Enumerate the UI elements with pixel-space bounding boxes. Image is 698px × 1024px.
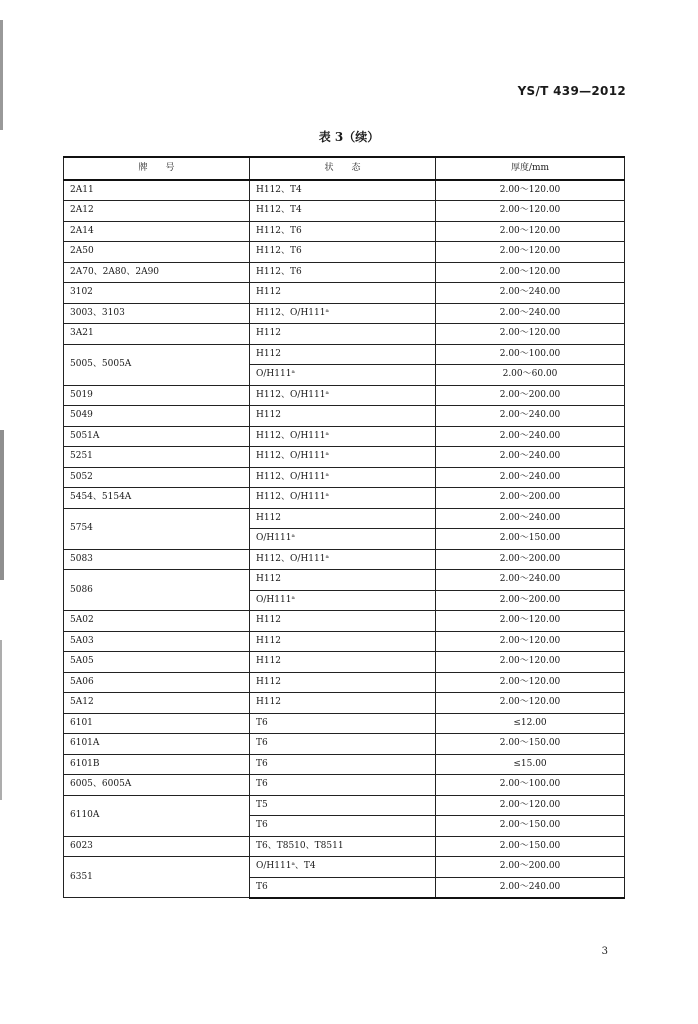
cell-grade: 6005、6005A bbox=[64, 775, 250, 796]
cell-thickness: 2.00～240.00 bbox=[436, 467, 625, 488]
table-row bbox=[64, 836, 625, 857]
scan-artifact bbox=[0, 430, 4, 580]
cell-thickness: 2.00～150.00 bbox=[436, 836, 625, 857]
table-row bbox=[64, 713, 625, 734]
table-row bbox=[64, 570, 625, 591]
cell-temper: H112 bbox=[250, 631, 436, 652]
cell-thickness: 2.00～200.00 bbox=[436, 549, 625, 570]
cell-grade: 2A70、2A80、2A90 bbox=[64, 262, 250, 283]
table-row bbox=[64, 631, 625, 652]
cell-grade: 5A06 bbox=[64, 672, 250, 693]
table-row bbox=[64, 611, 625, 632]
cell-temper: H112、O/H111ᵃ bbox=[250, 447, 436, 468]
cell-thickness: 2.00～120.00 bbox=[436, 324, 625, 345]
cell-grade: 6110A bbox=[64, 795, 250, 836]
table-row bbox=[64, 734, 625, 755]
table-row bbox=[64, 693, 625, 714]
table-row bbox=[64, 652, 625, 673]
cell-thickness: 2.00～150.00 bbox=[436, 529, 625, 550]
cell-grade: 6351 bbox=[64, 857, 250, 898]
cell-thickness: 2.00～120.00 bbox=[436, 242, 625, 263]
table-row bbox=[64, 447, 625, 468]
cell-temper: H112、T6 bbox=[250, 262, 436, 283]
cell-thickness: 2.00～120.00 bbox=[436, 201, 625, 222]
cell-thickness: 2.00～120.00 bbox=[436, 652, 625, 673]
cell-temper: O/H111ᵃ bbox=[250, 529, 436, 550]
cell-grade: 6023 bbox=[64, 836, 250, 857]
cell-thickness: 2.00～240.00 bbox=[436, 570, 625, 591]
table-row bbox=[64, 754, 625, 775]
standard-code: YS/T 439—2012 bbox=[517, 84, 626, 98]
cell-grade: 5083 bbox=[64, 549, 250, 570]
cell-thickness: 2.00～120.00 bbox=[436, 631, 625, 652]
cell-thickness: ≤12.00 bbox=[436, 713, 625, 734]
cell-thickness: 2.00～120.00 bbox=[436, 180, 625, 201]
cell-temper: O/H111ᵃ bbox=[250, 365, 436, 386]
column-header-temper: 状 态 bbox=[250, 157, 436, 180]
cell-grade: 2A12 bbox=[64, 201, 250, 222]
table-row bbox=[64, 344, 625, 365]
cell-thickness: 2.00～200.00 bbox=[436, 857, 625, 878]
cell-thickness: 2.00～240.00 bbox=[436, 406, 625, 427]
cell-temper: H112、O/H111ᵃ bbox=[250, 549, 436, 570]
cell-grade: 5A12 bbox=[64, 693, 250, 714]
cell-temper: H112 bbox=[250, 672, 436, 693]
cell-temper: H112 bbox=[250, 570, 436, 591]
cell-temper: H112、O/H111ᵃ bbox=[250, 385, 436, 406]
cell-thickness: 2.00～120.00 bbox=[436, 262, 625, 283]
column-header-thickness: 厚度/mm bbox=[436, 157, 625, 180]
cell-thickness: 2.00～240.00 bbox=[436, 283, 625, 304]
table-row bbox=[64, 385, 625, 406]
table-row bbox=[64, 488, 625, 509]
alloy-spec-table bbox=[63, 156, 625, 899]
cell-temper: H112 bbox=[250, 283, 436, 304]
table-header-row bbox=[64, 157, 625, 180]
cell-temper: H112、O/H111ᵃ bbox=[250, 467, 436, 488]
cell-thickness: 2.00～100.00 bbox=[436, 344, 625, 365]
table-row bbox=[64, 672, 625, 693]
table-row bbox=[64, 283, 625, 304]
cell-grade: 2A50 bbox=[64, 242, 250, 263]
cell-thickness: 2.00～60.00 bbox=[436, 365, 625, 386]
cell-temper: H112 bbox=[250, 693, 436, 714]
cell-grade: 5A03 bbox=[64, 631, 250, 652]
cell-grade: 5051A bbox=[64, 426, 250, 447]
cell-grade: 5086 bbox=[64, 570, 250, 611]
table-row bbox=[64, 549, 625, 570]
cell-temper: T6 bbox=[250, 816, 436, 837]
cell-thickness: 2.00～240.00 bbox=[436, 508, 625, 529]
cell-temper: T6 bbox=[250, 877, 436, 898]
cell-temper: T6、T8510、T8511 bbox=[250, 836, 436, 857]
table-row bbox=[64, 426, 625, 447]
cell-thickness: 2.00～200.00 bbox=[436, 590, 625, 611]
cell-temper: H112 bbox=[250, 344, 436, 365]
cell-temper: H112、T6 bbox=[250, 242, 436, 263]
table-row bbox=[64, 467, 625, 488]
page-number: 3 bbox=[601, 946, 608, 957]
cell-grade: 5A02 bbox=[64, 611, 250, 632]
cell-grade: 5052 bbox=[64, 467, 250, 488]
cell-temper: H112、O/H111ᵃ bbox=[250, 488, 436, 509]
cell-temper: H112 bbox=[250, 611, 436, 632]
cell-temper: T6 bbox=[250, 713, 436, 734]
cell-temper: T6 bbox=[250, 754, 436, 775]
cell-temper: H112 bbox=[250, 406, 436, 427]
table-row bbox=[64, 324, 625, 345]
cell-thickness: 2.00～150.00 bbox=[436, 816, 625, 837]
cell-grade: 6101 bbox=[64, 713, 250, 734]
cell-thickness: 2.00～240.00 bbox=[436, 303, 625, 324]
cell-grade: 5A05 bbox=[64, 652, 250, 673]
cell-thickness: 2.00～240.00 bbox=[436, 426, 625, 447]
cell-temper: H112 bbox=[250, 508, 436, 529]
cell-grade: 6101A bbox=[64, 734, 250, 755]
cell-temper: H112、T6 bbox=[250, 221, 436, 242]
cell-grade: 3A21 bbox=[64, 324, 250, 345]
cell-grade: 2A11 bbox=[64, 180, 250, 201]
cell-temper: H112、T4 bbox=[250, 201, 436, 222]
cell-thickness: 2.00～240.00 bbox=[436, 447, 625, 468]
cell-grade: 3003、3103 bbox=[64, 303, 250, 324]
cell-thickness: 2.00～120.00 bbox=[436, 672, 625, 693]
cell-thickness: 2.00～200.00 bbox=[436, 488, 625, 509]
cell-thickness: ≤15.00 bbox=[436, 754, 625, 775]
cell-temper: H112、O/H111ᵃ bbox=[250, 426, 436, 447]
cell-temper: H112、T4 bbox=[250, 180, 436, 201]
cell-temper: T6 bbox=[250, 775, 436, 796]
cell-temper: H112、O/H111ᵃ bbox=[250, 303, 436, 324]
cell-grade: 5454、5154A bbox=[64, 488, 250, 509]
table-row bbox=[64, 242, 625, 263]
cell-thickness: 2.00～240.00 bbox=[436, 877, 625, 898]
cell-grade: 3102 bbox=[64, 283, 250, 304]
cell-thickness: 2.00～120.00 bbox=[436, 221, 625, 242]
cell-thickness: 2.00～120.00 bbox=[436, 795, 625, 816]
table-row bbox=[64, 775, 625, 796]
table-row bbox=[64, 201, 625, 222]
table-body bbox=[64, 180, 625, 898]
table-row bbox=[64, 180, 625, 201]
cell-temper: O/H111ᵃ bbox=[250, 590, 436, 611]
table-row bbox=[64, 508, 625, 529]
cell-thickness: 2.00～120.00 bbox=[436, 693, 625, 714]
table-row bbox=[64, 262, 625, 283]
table-row bbox=[64, 303, 625, 324]
cell-temper: O/H111ᵃ、T4 bbox=[250, 857, 436, 878]
cell-thickness: 2.00～100.00 bbox=[436, 775, 625, 796]
cell-temper: H112 bbox=[250, 324, 436, 345]
cell-grade: 6101B bbox=[64, 754, 250, 775]
table-row bbox=[64, 795, 625, 816]
table-row bbox=[64, 857, 625, 878]
scan-artifact bbox=[0, 640, 2, 800]
cell-grade: 2A14 bbox=[64, 221, 250, 242]
cell-grade: 5251 bbox=[64, 447, 250, 468]
cell-grade: 5754 bbox=[64, 508, 250, 549]
cell-grade: 5005、5005A bbox=[64, 344, 250, 385]
cell-thickness: 2.00～200.00 bbox=[436, 385, 625, 406]
cell-temper: T5 bbox=[250, 795, 436, 816]
cell-thickness: 2.00～120.00 bbox=[436, 611, 625, 632]
cell-grade: 5019 bbox=[64, 385, 250, 406]
column-header-grade: 牌 号 bbox=[64, 157, 250, 180]
scan-artifact bbox=[0, 20, 3, 130]
cell-temper: H112 bbox=[250, 652, 436, 673]
table-title: 表 3（续） bbox=[318, 130, 380, 144]
table-row bbox=[64, 406, 625, 427]
cell-temper: T6 bbox=[250, 734, 436, 755]
table-row bbox=[64, 221, 625, 242]
cell-thickness: 2.00～150.00 bbox=[436, 734, 625, 755]
cell-grade: 5049 bbox=[64, 406, 250, 427]
